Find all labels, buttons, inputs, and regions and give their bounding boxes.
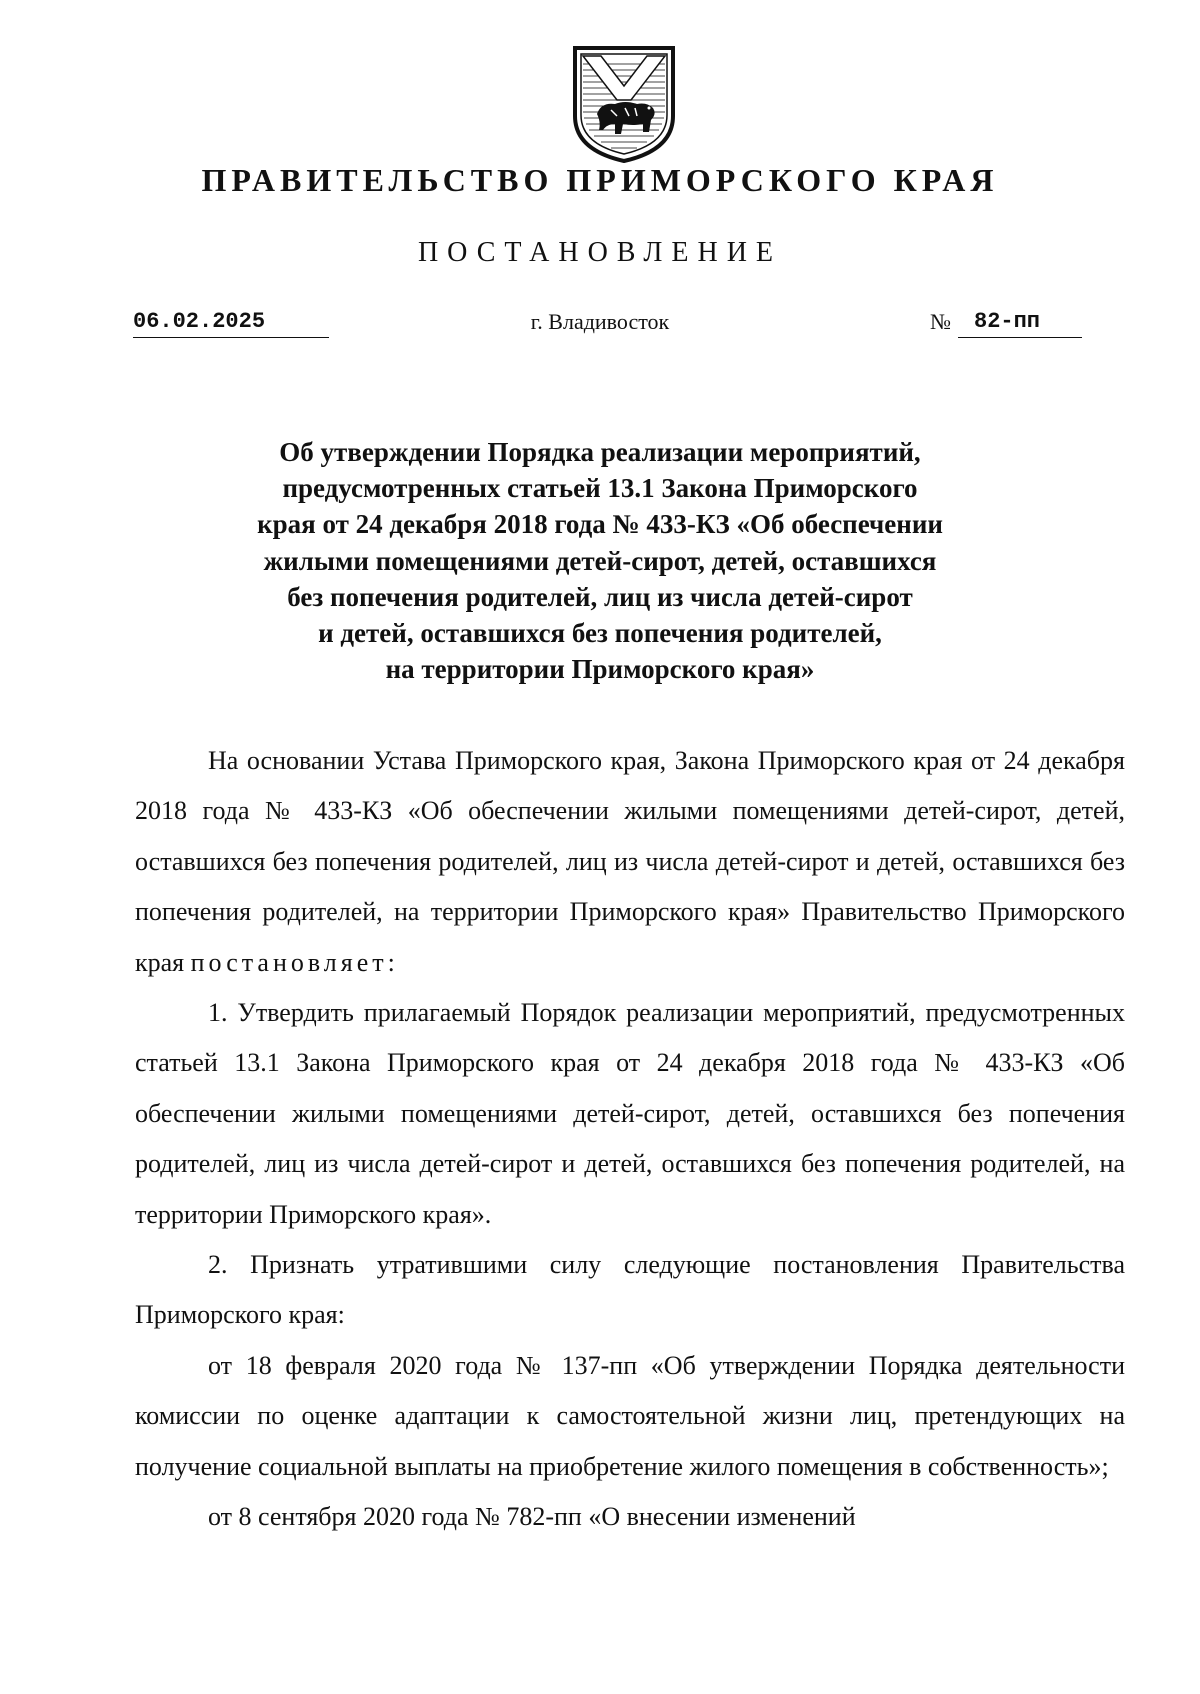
preamble-paragraph — [135, 736, 1125, 988]
document-date: 06.02.2025 — [133, 308, 329, 338]
heading-line: без попечения родителей, лиц из числа детей-сирот — [287, 581, 913, 612]
organization-title: ПРАВИТЕЛЬСТВО ПРИМОРСКОГО КРАЯ — [201, 162, 999, 198]
number-sign: № — [930, 309, 951, 334]
item-2-paragraph: 2. Признать утратившими силу следующие постановления Правительства Приморского края: — [135, 1250, 1125, 1330]
document-number: 82-пп — [958, 308, 1082, 338]
heading-line: на территории Приморского края» — [385, 654, 815, 685]
coat-of-arms-icon — [571, 44, 677, 164]
document-body — [135, 736, 1125, 1543]
document-city: г. Владивосток — [530, 309, 670, 334]
heading-line: и детей, оставшихся без попечения родителей, — [318, 618, 882, 649]
heading-line: Об утверждении Порядка реализации мероприятий, — [279, 437, 921, 467]
preamble-text: На основании Устава Приморского края, Закона Приморского края от 24 декабря 2018 года № 433-КЗ «Об обеспечении жилыми помещениями детей-сирот, детей, оставшихся без попечения родителей, лиц из числа детей-сирот и детей, оставшихся без попечения родителей, на территории Приморского края» Правительство Приморского края — [135, 746, 1125, 977]
item-2-subitem-1: от 18 февраля 2020 года № 137-пп «Об утверждении Порядка деятельности комиссии по оценке адаптации к самостоятельной жизни лиц, претендующих на получение социальной выплаты на приобретение жилого помещения в собственность»; — [135, 1350, 1125, 1481]
heading-line: жилыми помещениями детей-сирот, детей, оставшихся — [263, 545, 937, 576]
document-heading — [200, 434, 1000, 687]
resolves-word: постановляет: — [190, 947, 399, 977]
item-2-subitem-2: от 8 сентября 2020 года № 782-пп «О внесении изменений — [208, 1502, 856, 1532]
heading-line: края от 24 декабря 2018 года № 433-КЗ «Об обеспечении — [257, 509, 943, 540]
document-type: ПОСТАНОВЛЕНИЕ — [417, 237, 783, 268]
document-number-block — [930, 308, 1110, 338]
item-1-paragraph: 1. Утвердить прилагаемый Порядок реализации мероприятий, предусмотренных статьей 13.1 Закона Приморского края от 24 декабря 2018 года № 433-КЗ «Об обеспечении жилыми помещениями детей-сирот, детей, оставшихся без попечения родителей, лиц из числа детей-сирот и детей, оставшихся без попечения родителей, на территории Приморского края». — [135, 998, 1125, 1229]
heading-line: предусмотренных статьей 13.1 Закона Приморского — [282, 473, 918, 504]
